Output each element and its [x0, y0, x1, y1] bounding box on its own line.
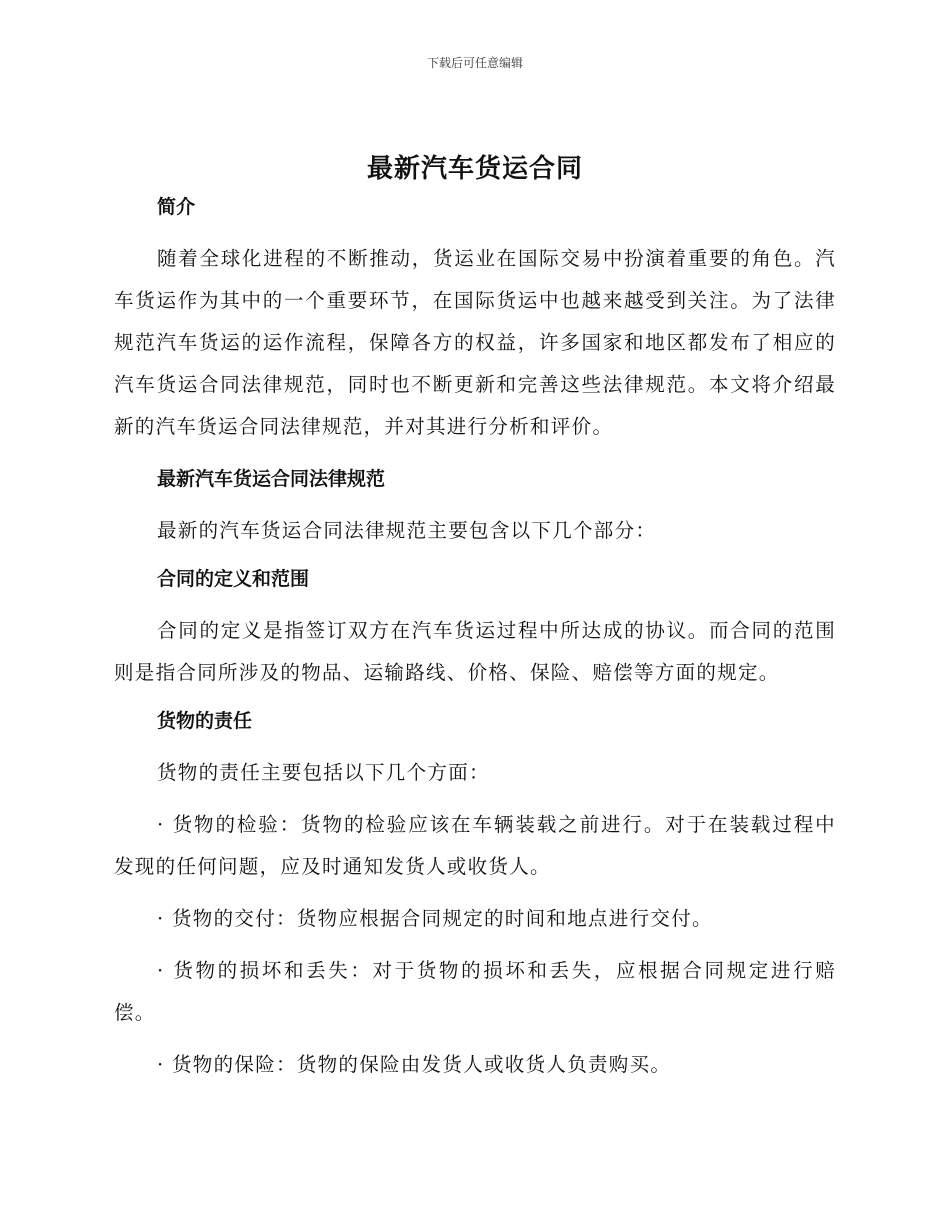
section-heading-definition: 合同的定义和范围	[157, 568, 310, 590]
section-heading-intro: 简介	[157, 196, 196, 218]
intro-paragraph: 随着全球化进程的不断推动，货运业在国际交易中扮演着重要的角色。汽车货运作为其中的一个重要环节，在国际货运中也越来越受到关注。为了法律规范汽车货运的运作流程，保障各方的权益，许多国家和地区都发布了相应的汽车货运合同法律规范，同时也不断更新和完善这些法律规范。本文将介绍最新的汽车货运合同法律规范，并对其进行分析和评价。	[114, 247, 836, 438]
document-body	[114, 190, 836, 1086]
list-item-inspection: · 货物的检验：货物的检验应该在车辆装载之前进行。对于在装载过程中发现的任何问题，应及时通知发货人或收货人。	[114, 813, 836, 878]
document-title: 最新汽车货运合同	[366, 154, 583, 184]
header-note: 下载后可任意编辑	[426, 56, 523, 70]
section-heading-law: 最新汽车货运合同法律规范	[157, 468, 386, 490]
definition-paragraph: 合同的定义是指签订双方在汽车货运过程中所达成的协议。而合同的范围则是指合同所涉及的物品、运输路线、价格、保险、赔偿等方面的规定。	[114, 619, 836, 684]
list-item-delivery: · 货物的交付：货物应根据合同规定的时间和地点进行交付。	[157, 907, 713, 930]
list-item-damage-loss: · 货物的损坏和丢失：对于货物的损坏和丢失，应根据合同规定进行赔偿。	[114, 959, 836, 1024]
law-paragraph: 最新的汽车货运合同法律规范主要包含以下几个部分：	[157, 519, 657, 542]
liability-paragraph: 货物的责任主要包括以下几个方面：	[157, 761, 490, 784]
section-heading-liability: 货物的责任	[157, 710, 253, 732]
list-item-insurance: · 货物的保险：货物的保险由发货人或收货人负责购买。	[157, 1053, 672, 1076]
